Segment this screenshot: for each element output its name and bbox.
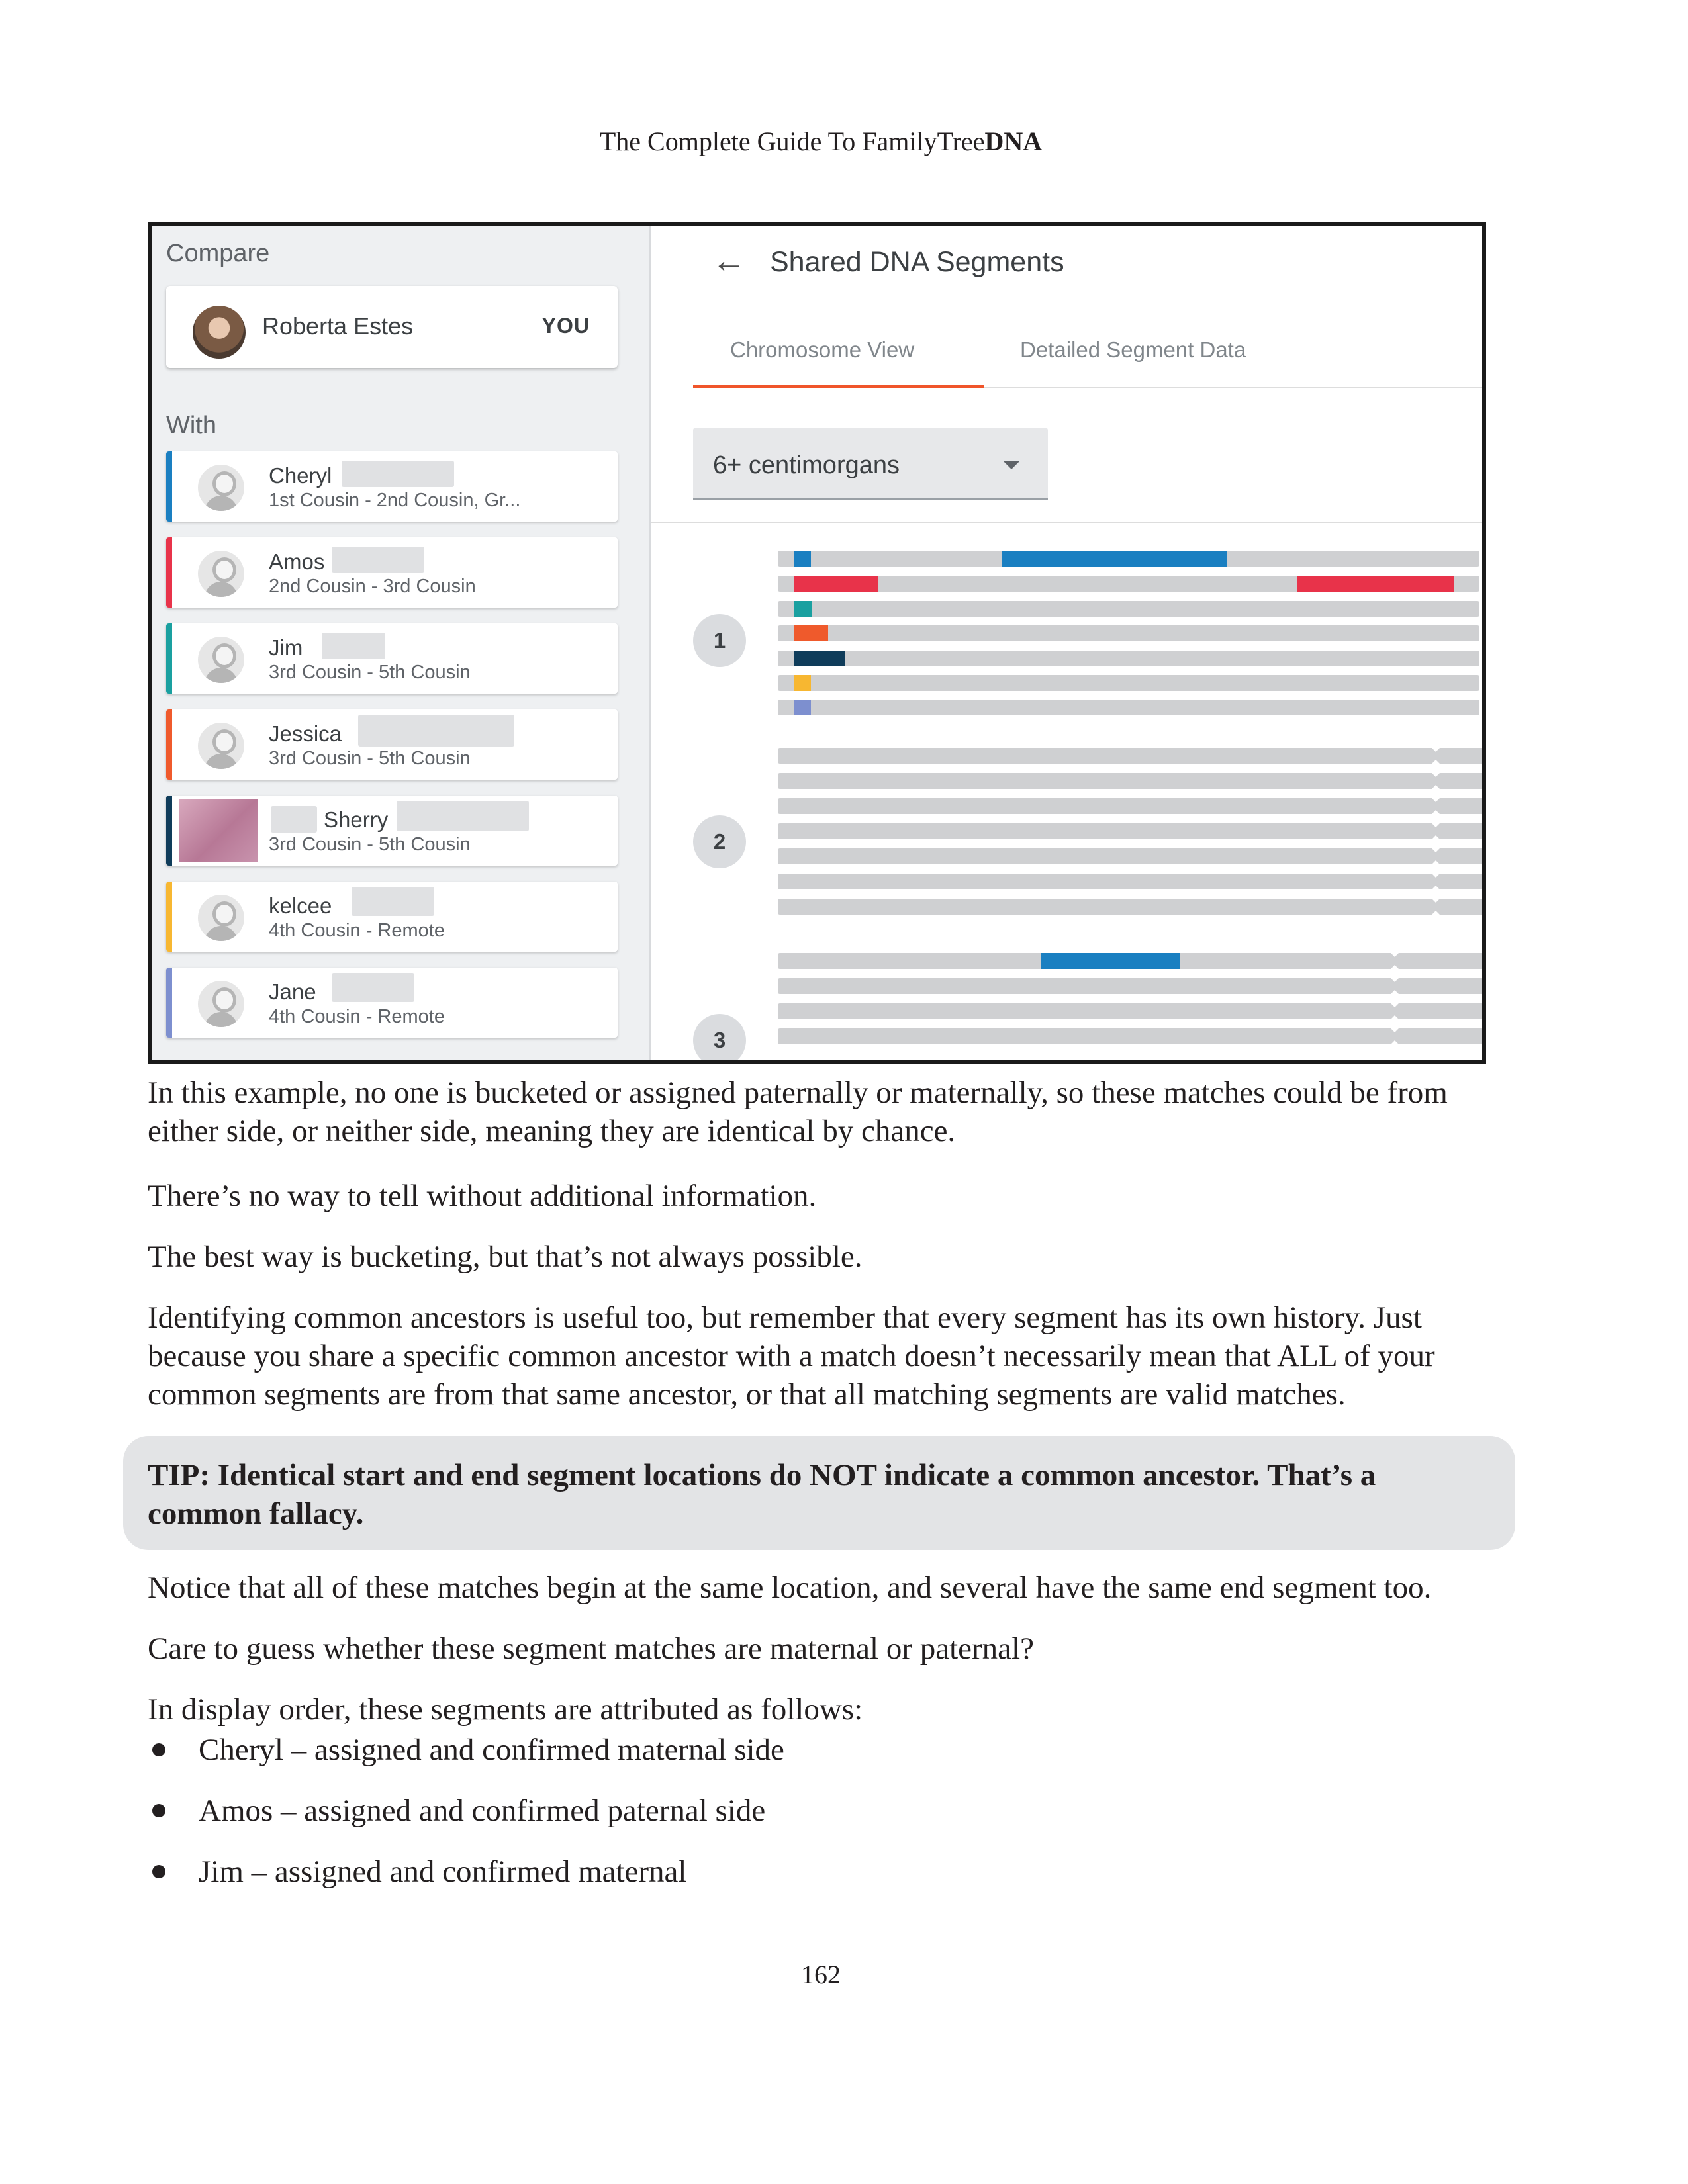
match-color-stripe	[166, 709, 172, 780]
chromosome-track	[1391, 978, 1483, 994]
you-name: Roberta Estes	[262, 312, 414, 340]
tab-detailed-segment-data[interactable]: Detailed Segment Data	[1020, 338, 1246, 362]
shared-segment	[794, 551, 811, 567]
shared-segment	[794, 675, 811, 691]
redacted-surname	[397, 801, 529, 831]
list-item	[199, 1731, 784, 1792]
threshold-dropdown[interactable]	[693, 428, 1048, 500]
list-item	[199, 1792, 784, 1852]
chromosome-track	[778, 748, 1440, 764]
attribution-list	[199, 1731, 784, 1913]
back-arrow-icon[interactable]: ←	[712, 242, 746, 280]
chromosome-track	[1391, 1003, 1483, 1019]
match-relationship: 3rd Cousin - 5th Cousin	[269, 748, 471, 769]
match-card-kelcee[interactable]	[166, 882, 618, 952]
redacted-surname	[342, 461, 454, 487]
panel-title: Shared DNA Segments	[770, 246, 1064, 278]
user-avatar-icon	[198, 895, 244, 941]
match-color-stripe	[166, 537, 172, 608]
chromosome-track	[778, 551, 1479, 567]
list-item	[199, 1852, 784, 1913]
match-name: Cheryl	[269, 463, 332, 488]
match-card-cheryl[interactable]	[166, 451, 618, 522]
chromosome-track	[1432, 798, 1485, 814]
chromosome-track	[1391, 953, 1483, 969]
redacted-surname	[332, 973, 414, 1002]
compare-panel	[152, 226, 651, 1060]
shared-segment	[794, 601, 812, 617]
chromosome-track	[778, 576, 1479, 592]
chromosome-track	[778, 675, 1479, 691]
active-tab-indicator	[693, 385, 984, 388]
chromosome-label-3: 3	[693, 1014, 746, 1064]
paragraph-7: In display order, these segments are attributed as follows:	[148, 1692, 863, 1727]
screenshot-figure	[148, 222, 1486, 1064]
list-item-text: Cheryl – assigned and confirmed maternal side	[199, 1733, 784, 1767]
paragraph-5: Notice that all of these matches begin at the same location, and several have the same end segment too.	[148, 1570, 1432, 1605]
paragraph-6: Care to guess whether these segment matches are maternal or paternal?	[148, 1631, 1034, 1666]
user-avatar-icon	[198, 551, 244, 597]
profile-photo	[179, 799, 258, 862]
match-name: Jessica	[269, 721, 342, 746]
shared-segment	[1297, 576, 1454, 592]
match-card-jim[interactable]	[166, 623, 618, 694]
caret-down-icon	[1003, 461, 1020, 469]
match-relationship: 3rd Cousin - 5th Cousin	[269, 834, 471, 855]
compare-label: Compare	[166, 240, 270, 267]
chromosome-track	[1432, 848, 1485, 864]
chromosome-track	[778, 651, 1479, 666]
match-relationship: 3rd Cousin - 5th Cousin	[269, 662, 471, 683]
match-name: kelcee	[269, 893, 332, 918]
shared-segment	[794, 700, 811, 715]
running-head-suffix: DNA	[984, 126, 1043, 156]
running-head-prefix: The Complete Guide To FamilyTree	[599, 126, 985, 156]
match-name: Amos	[269, 549, 325, 574]
shared-segment	[1041, 953, 1180, 969]
shared-segments-panel	[651, 226, 1482, 1060]
redacted-surname	[352, 887, 434, 916]
paragraph-4: Identifying common ancestors is useful too, but remember that every segment has its own history. Just because you share a specific common ancestor with a match doesn’t necessarily mean that ALL of your common segments are from that same ancestor, or that all matching segments are valid matches.	[148, 1300, 1435, 1412]
match-card-sherry[interactable]	[166, 796, 618, 866]
chromosome-track	[778, 899, 1440, 915]
chromosome-track	[778, 773, 1440, 789]
match-relationship: 2nd Cousin - 3rd Cousin	[269, 576, 476, 597]
match-name: Sherry	[324, 807, 389, 832]
bullet-icon	[152, 1804, 165, 1817]
panel-divider	[651, 522, 1482, 523]
user-avatar-icon	[198, 981, 244, 1027]
tab-chromosome-view[interactable]: Chromosome View	[730, 338, 915, 362]
shared-segment	[1002, 551, 1227, 567]
profile-photo	[193, 306, 246, 359]
match-color-stripe	[166, 796, 172, 866]
chromosome-track	[778, 848, 1440, 864]
match-name: Jim	[269, 635, 303, 660]
shared-segment	[794, 576, 878, 592]
match-color-stripe	[166, 968, 172, 1038]
paragraph-1: In this example, no one is bucketed or assigned paternally or maternally, so these matches could be from either side, or neither side, meaning they are identical by chance.	[148, 1075, 1448, 1148]
chromosome-track	[778, 953, 1399, 969]
bullet-icon	[152, 1865, 165, 1878]
paragraph-2: There’s no way to tell without additional information.	[148, 1179, 817, 1213]
match-card-amos[interactable]	[166, 537, 618, 608]
with-label: With	[166, 412, 216, 439]
user-avatar-icon	[198, 637, 244, 683]
running-head	[0, 126, 1642, 157]
bullet-icon	[152, 1743, 165, 1756]
match-relationship: 4th Cousin - Remote	[269, 920, 445, 941]
chromosome-track	[778, 601, 1479, 617]
user-avatar-icon	[198, 723, 244, 769]
chromosome-track	[1391, 1028, 1483, 1044]
shared-segment	[794, 625, 828, 641]
match-color-stripe	[166, 451, 172, 522]
redacted-surname	[322, 633, 385, 659]
tip-text: TIP: Identical start and end segment locations do NOT indicate a common ancestor. That’s a common fallacy.	[148, 1458, 1376, 1531]
chromosome-track	[1432, 823, 1485, 839]
chromosome-track	[778, 1003, 1399, 1019]
chromosome-track	[1432, 899, 1485, 915]
user-avatar-icon	[198, 465, 244, 511]
chromosome-label-1: 1	[693, 614, 746, 667]
paragraph-3: The best way is bucketing, but that’s not always possible.	[148, 1240, 863, 1274]
chromosome-track	[778, 625, 1479, 641]
chromosome-track	[1432, 874, 1485, 889]
match-card-jessica[interactable]	[166, 709, 618, 780]
redacted-surname	[358, 715, 514, 747]
match-relationship: 1st Cousin - 2nd Cousin, Gr...	[269, 490, 521, 511]
tip-callout	[123, 1436, 1515, 1550]
chromosome-track	[778, 978, 1399, 994]
chromosome-track	[1432, 773, 1485, 789]
chromosome-track	[778, 798, 1440, 814]
you-badge: YOU	[541, 314, 590, 338]
chromosome-track	[778, 700, 1479, 715]
match-color-stripe	[166, 882, 172, 952]
list-item-text: Jim – assigned and confirmed maternal	[199, 1854, 687, 1889]
match-card-jane[interactable]	[166, 968, 618, 1038]
shared-segment	[794, 651, 845, 666]
you-card[interactable]	[166, 286, 618, 368]
redacted-prefix	[271, 806, 317, 833]
chromosome-track	[778, 1028, 1399, 1044]
list-item-text: Amos – assigned and confirmed paternal side	[199, 1794, 766, 1828]
match-name: Jane	[269, 979, 316, 1004]
match-relationship: 4th Cousin - Remote	[269, 1006, 445, 1027]
page-number: 162	[801, 1960, 841, 1989]
redacted-surname	[332, 547, 424, 573]
chromosome-track	[1432, 748, 1485, 764]
match-color-stripe	[166, 623, 172, 694]
chromosome-label-2: 2	[693, 815, 746, 868]
threshold-value: 6+ centimorgans	[713, 451, 900, 479]
chromosome-track	[778, 823, 1440, 839]
chromosome-track	[778, 874, 1440, 889]
